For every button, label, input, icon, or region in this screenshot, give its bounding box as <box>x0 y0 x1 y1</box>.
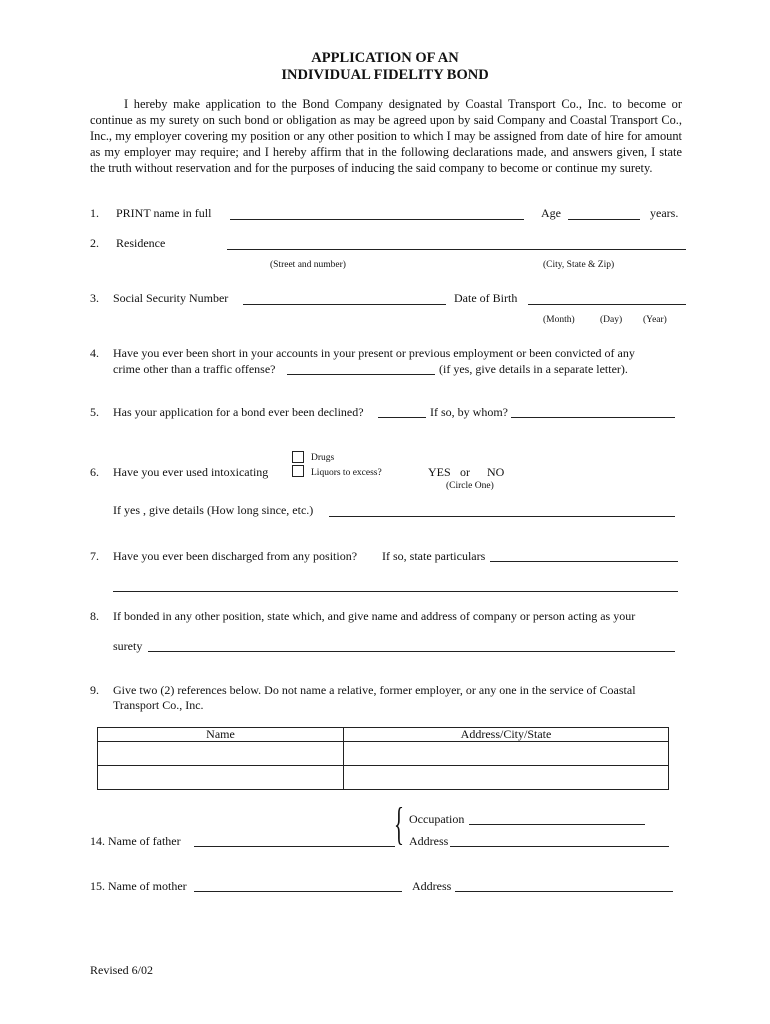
q1-number: 1. <box>90 206 99 220</box>
yes-option[interactable]: YES <box>428 465 451 479</box>
q7-particulars-label: If so, state particulars <box>382 549 486 563</box>
q4-line2-prefix: crime other than a traffic offense? <box>113 362 276 376</box>
q2-number: 2. <box>90 236 99 250</box>
q6-label: Have you ever used intoxicating <box>113 465 269 479</box>
day-hint: (Day) <box>600 315 623 325</box>
references-table <box>97 727 669 790</box>
q7-number: 7. <box>90 549 99 563</box>
circle-one-hint: (Circle One) <box>446 481 494 491</box>
reference-2-address-cell[interactable] <box>344 766 669 790</box>
q4-number: 4. <box>90 346 99 360</box>
city-hint: (City, State & Zip) <box>543 260 615 270</box>
q8-number: 8. <box>90 609 99 623</box>
name-field[interactable] <box>230 219 524 220</box>
discharge-particulars-field[interactable] <box>490 561 678 562</box>
liquors-label: Liquors to excess? <box>311 468 382 478</box>
revision-footer: Revised 6/02 <box>90 963 153 977</box>
year-hint: (Year) <box>643 315 667 325</box>
q5-label: Has your application for a bond ever been declined? <box>113 405 364 419</box>
brace-bracket: { <box>394 798 404 849</box>
age-field[interactable] <box>568 219 640 220</box>
or-text: or <box>460 465 470 479</box>
father-address-field[interactable] <box>450 846 669 847</box>
q2-label: Residence <box>116 236 166 250</box>
q6-number: 6. <box>90 465 99 479</box>
surety-label: surety <box>113 639 143 653</box>
q8-label: If bonded in any other position, state which, and give name and address of company or person acting as your <box>113 609 636 623</box>
father-label: 14. Name of father <box>90 834 181 848</box>
q4-line2-suffix: (if yes, give details in a separate letter). <box>439 362 628 376</box>
discharge-particulars-field-2[interactable] <box>113 591 678 592</box>
ssn-field[interactable] <box>243 304 446 305</box>
q3-number: 3. <box>90 291 99 305</box>
month-hint: (Month) <box>543 315 575 325</box>
q9-number: 9. <box>90 683 99 697</box>
declined-field[interactable] <box>378 417 426 418</box>
q1-label: PRINT name in full <box>116 206 212 220</box>
references-name-header: Name <box>98 728 344 742</box>
intoxicant-details-field[interactable] <box>329 516 675 517</box>
q5-number: 5. <box>90 405 99 419</box>
intro-paragraph: I hereby make application to the Bond Company designated by Coastal Transport Co., Inc. to become or continue as my surety on such bond or obligation as may be agreed upon by said Company and Coastal Transport Co., Inc., my employer covering my position or any other position to which I may be assigned from date of hire for amount as my employer may require; and I hereby affirm that in the following declarations made, and answers given, I state the truth without reservation and for the purposes of inducing the said company to become or continue my surety. <box>90 97 682 175</box>
mother-address-label: Address <box>412 879 452 893</box>
q3-label: Social Security Number <box>113 291 229 305</box>
conviction-field[interactable] <box>287 374 435 375</box>
mother-address-field[interactable] <box>455 891 673 892</box>
age-label: Age <box>541 206 561 220</box>
form-title-line1: APPLICATION OF AN <box>311 50 459 66</box>
reference-1-name-cell[interactable] <box>98 742 344 766</box>
form-title-line2: INDIVIDUAL FIDELITY BOND <box>281 67 489 83</box>
q6-details-label: If yes , give details (How long since, etc.) <box>113 503 314 517</box>
reference-1-address-cell[interactable] <box>344 742 669 766</box>
drugs-checkbox[interactable] <box>292 451 304 463</box>
street-hint: (Street and number) <box>270 260 346 270</box>
q5-whom-label: If so, by whom? <box>430 405 508 419</box>
liquors-checkbox[interactable] <box>292 465 304 477</box>
drugs-label: Drugs <box>311 453 335 463</box>
mother-label: 15. Name of mother <box>90 879 187 893</box>
father-name-field[interactable] <box>194 846 395 847</box>
mother-name-field[interactable] <box>194 891 402 892</box>
reference-2-name-cell[interactable] <box>98 766 344 790</box>
years-label: years. <box>650 206 679 220</box>
q9-line1: Give two (2) references below. Do not name a relative, former employer, or any one in the service of Coastal <box>113 683 636 697</box>
surety-field[interactable] <box>148 651 675 652</box>
father-address-label: Address <box>409 834 449 848</box>
q4-line1: Have you ever been short in your accounts in your present or previous employment or been convicted of any <box>113 346 635 360</box>
residence-field[interactable] <box>227 249 686 250</box>
father-occupation-field[interactable] <box>469 824 645 825</box>
occupation-label: Occupation <box>409 812 465 826</box>
no-option[interactable]: NO <box>487 465 505 479</box>
q7-label: Have you ever been discharged from any position? <box>113 549 358 563</box>
references-address-header: Address/City/State <box>344 728 669 742</box>
declined-by-field[interactable] <box>511 417 675 418</box>
q9-line2: Transport Co., Inc. <box>113 698 204 712</box>
dob-label: Date of Birth <box>454 291 518 305</box>
dob-field[interactable] <box>528 304 686 305</box>
